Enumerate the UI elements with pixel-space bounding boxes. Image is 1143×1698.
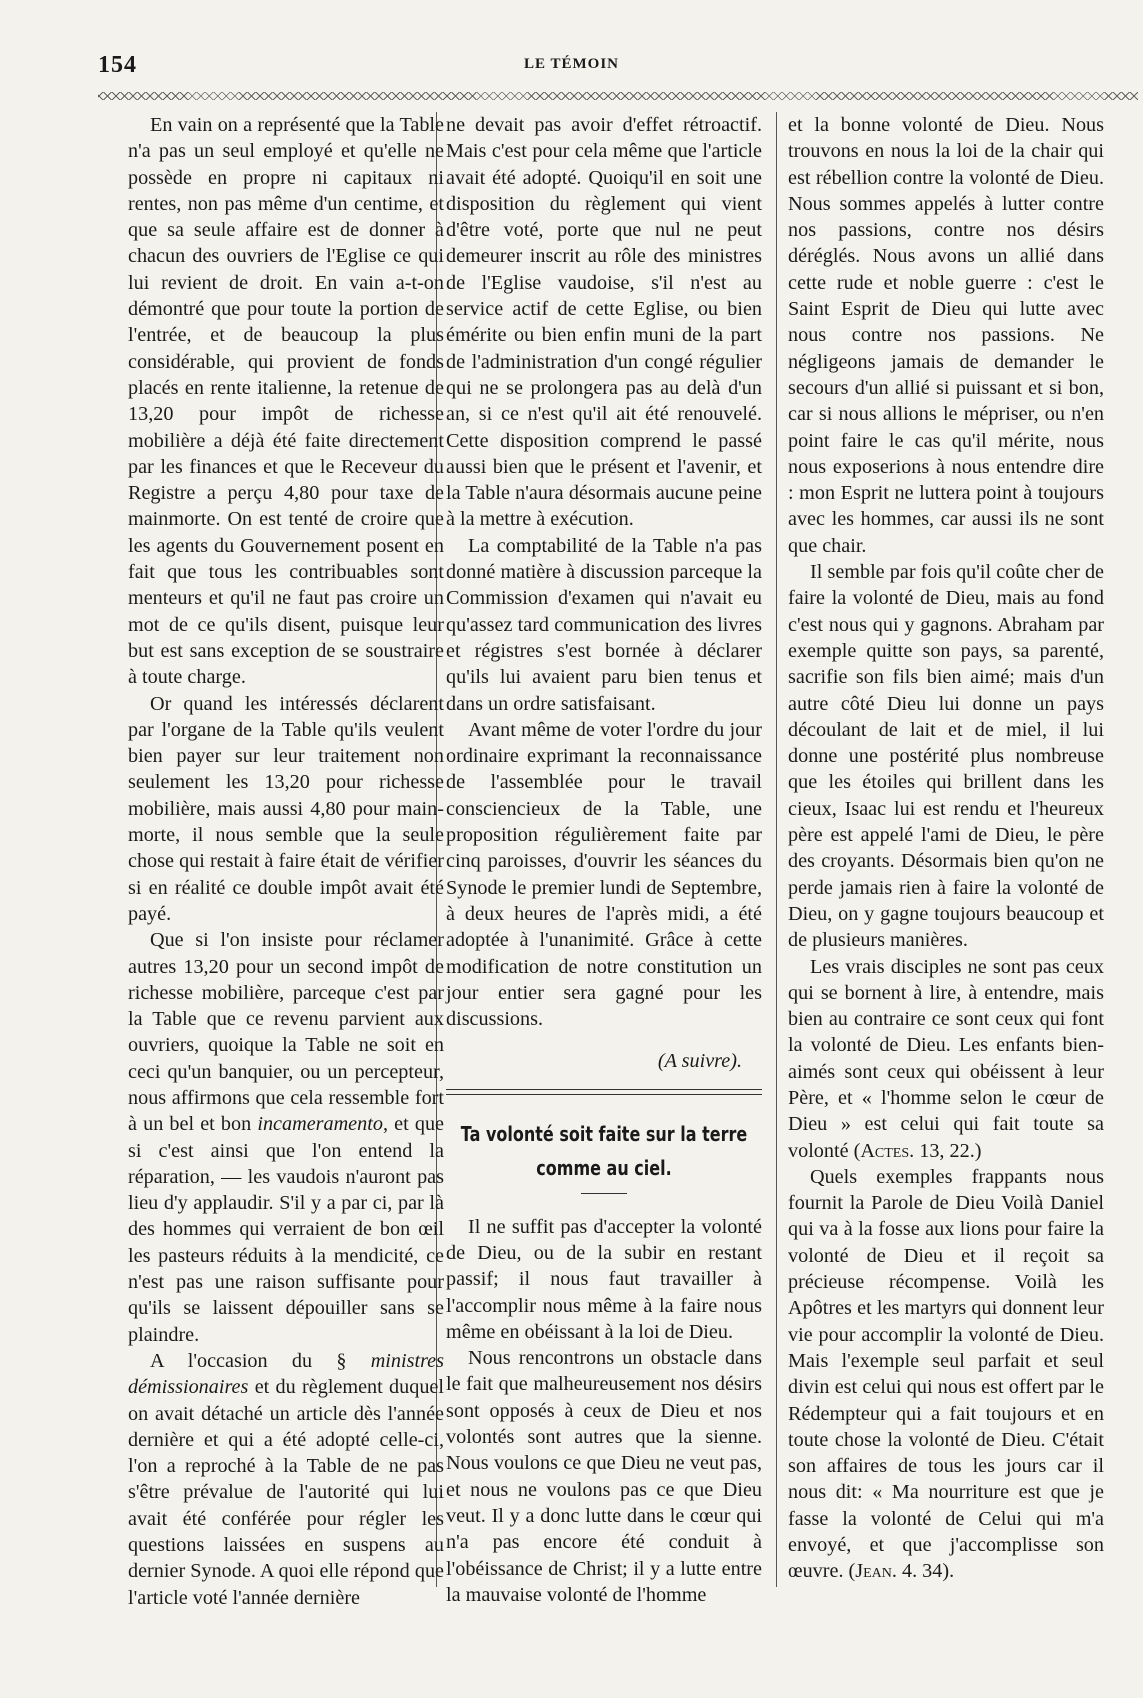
paragraph: Que si l'on insiste pour réclamer autres 13,20 pour un second impôt de richesse mobilière, parceque c'est par la Table que ce revenu parvient aux ouvriers, quoique la Table ne soit en ceci qu'un banquier, ou un percepteur, nous affirmons que cela ressemble fort à un bel et bon incameramento, et que si c'est ainsi que l'on entend la réparation, — les vaudois n'auront pas lieu d'y applaudir. S'il y a par ci, par là des hommes qui verraient de bon œil les pasteurs réduits à la mendicité, ce n'est pas une raison suffisante pour qu'ils se laissent dépouiller sans se plaindre.: [128, 929, 444, 1346]
double-rule-divider: [446, 1089, 762, 1095]
paragraph: ne devait pas avoir d'effet rétroactif. Mais c'est pour cela même que l'article avait été adopté. Quoiqu'il en soit une disposition du règlement qui vient d'être voté, porte que nul ne peut demeurer inscrit au rôle des ministres de l'Eglise vaudoise, s'il n'est au service actif de cette Eglise, ou bien émérite ou bien enfin muni de la part de l'administration d'un congé régulier qui ne se prolongera pas au delà d'un an, si ce n'est qu'il ait été renouvelé. Cette disposition comprend le passé aussi bien que le présent et l'avenir, et la Table n'aura désormais aucune peine à la mettre à exécution.: [446, 114, 762, 531]
bible-reference: Actes. 13, 22.: [860, 1139, 975, 1162]
column-3: [788, 112, 1104, 1585]
paragraph: Nous rencontrons un obstacle dans le fait que malheureusement nos désirs sont opposés à ceux de Dieu et nos volontés sont autres que la sienne. Nous voulons ce que Dieu ne veut pas, et nous ne voulons pas ce que Dieu veut. Il y a donc lutte dans le cœur qui n'a pas encore été conduit à l'obéissance de Christ; il y a lutte entre la mauvaise volonté de l'homme: [446, 1347, 762, 1606]
article-title: Ta volonté soit faite sur la terre comme au ciel.: [460, 1121, 748, 1180]
italic-term: incameramento: [257, 1113, 383, 1136]
column-rule-2: [776, 112, 777, 1587]
bible-reference: Jean. 4. 34: [855, 1560, 943, 1583]
paragraph: Il semble par fois qu'il coûte cher de faire la volonté de Dieu, mais au fond c'est nous qui y gagnons. Abraham par exemple quitte son pays, sa parenté, sacrifie son fils bien aimé; mais d'un autre côté Dieu lui donne un pays découlant de lait et de miel, il lui donne une postérité plus nombreuse que les étoiles qui brillent dans les cieux, Isaac lui est rendu et l'heureux père est appelé l'ami de Dieu, le père des croyants. Désormais bien qu'on ne perde jamais rien à faire la volonté de Dieu, on y gagne toujours beaucoup et de plusieurs manières.: [788, 561, 1104, 952]
paragraph: et la bonne volonté de Dieu. Nous trouvons en nous la loi de la chair qui est rébellion contre la volonté de Dieu. Nous sommes appelés à lutter contre nos passions, contre nos désirs déréglés. Nous avons un allié dans cette rude et noble guerre : c'est le Saint Esprit de Dieu qui lutte avec nous contre nos passions. Ne négligeons jamais de demander le secours d'un allié si puissant et si bon, car si nous allions le mépriser, ou n'en point faire le cas qu'il mérite, nous nous exposerions à nous entendre dire : mon Esprit ne luttera point à toujours avec les hommes, car aussi ils ne sont que chair.: [788, 114, 1104, 557]
paragraph: Avant même de voter l'ordre du jour ordinaire exprimant la reconnaissance de l'assemblée pour le travail consciencieux de la Table, une proposition régulièrement faite par cinq paroisses, d'ouvrir les séances du Synode le premier lundi de Septembre, à deux heures de l'après midi, a été adoptée à l'unanimité. Grâce à cette modification de notre constitution un jour entier sera gagné pour les discussions.: [446, 718, 762, 1031]
paragraph: En vain on a représenté que la Table n'a pas un seul employé et qu'elle ne possède en propre ni capitaux ni rentes, non pas même d'un centime, et que sa seule affaire est de donner à chacun des ouvriers de l'Eglise ce qui lui revient de droit. En vain a-t-on démontré que pour toute la portion de l'entrée, et de beaucoup la plus considérable, qui provient de fonds placés en rente italienne, la retenue de 13,20 pour impôt de richesse mobilière a déjà été faite directement par les finances et que le Receveur du Registre a perçu 4,80 pour taxe de mainmorte. On est tenté de croire que les agents du Gouvernement posent en fait que tous les contribuables sont menteurs et qu'il ne faut pas croire un mot de ce qu'ils disent, puisque leur but est sans exception de se soustraire à toute charge.: [128, 114, 444, 689]
column-1: [128, 112, 444, 1611]
header-wavy-rule: [98, 92, 1138, 100]
page-number: 154: [98, 52, 137, 78]
italic-term: ministres démissionaires: [128, 1349, 444, 1399]
paragraph: La comptabilité de la Table n'a pas donné matière à discussion parceque la Commission d'examen qui n'avait eu qu'assez tard communication des livres et régistres s'est bornée à déclarer qu'ils lui avaient paru bien tenus et dans un ordre satisfaisant.: [446, 534, 762, 715]
paragraph: Les vrais disciples ne sont pas ceux qui se bornent à lire, à entendre, mais bien au contraire ce sont ceux qui font la volonté de Dieu. Les enfants bien-aimés sont ceux qui obéissent à leur Père, et « l'homme selon le cœur de Dieu » est celui qui fait toute sa volonté (Actes. 13, 22.): [788, 955, 1104, 1162]
paragraph: Il ne suffit pas d'accepter la volonté de Dieu, ou de la subir en restant passif; il nous faut travailler à l'accomplir nous même à la faire nous même en obéissant à la loi de Dieu.: [446, 1215, 762, 1343]
paragraph: Or quand les intéressés déclarent par l'organe de la Table qu'ils veulent bien payer sur leur traitement non seulement les 13,20 pour richesse mobilière, mais aussi 4,80 pour main-morte, il nous semble que la seule chose qui restait à faire était de vérifier si en réalité ce double impôt avait été payé.: [128, 692, 444, 925]
to-be-continued: (A suivre).: [657, 1050, 742, 1073]
column-2: [446, 112, 762, 1608]
journal-title: LE TÉMOIN: [524, 56, 619, 72]
short-divider: [581, 1193, 627, 1194]
paragraph: Quels exemples frappants nous fournit la Parole de Dieu Voilà Daniel qui va à la fosse aux lions pour faire la volonté de Dieu et il reçoit sa précieuse récompense. Voilà les Apôtres et les martyrs qui donnent leur vie pour accomplir la volonté de Dieu. Mais l'exemple seul parfait et seul divin est celui qui nous est offert par le Rédempteur qui a fait toujours et en toute chose la volonté de Dieu. C'était son affaires de tous les jours car il nous dit: « Ma nourriture est que je fasse la volonté de Celui qui m'a envoyé, et que j'accomplisse son œuvre. (Jean. 4. 34).: [788, 1165, 1104, 1583]
paragraph: A l'occasion du § ministres démissionaires et du règlement duquel on avait détaché un article dès l'année dernière et qui a été adopté celle-ci, l'on a reproché à la Table de ne pas s'être prévalue de l'autorité qui lui avait été conférée pour régler les questions laissées en suspens au dernier Synode. A quoi elle répond que l'article voté l'année dernière: [128, 1349, 444, 1609]
